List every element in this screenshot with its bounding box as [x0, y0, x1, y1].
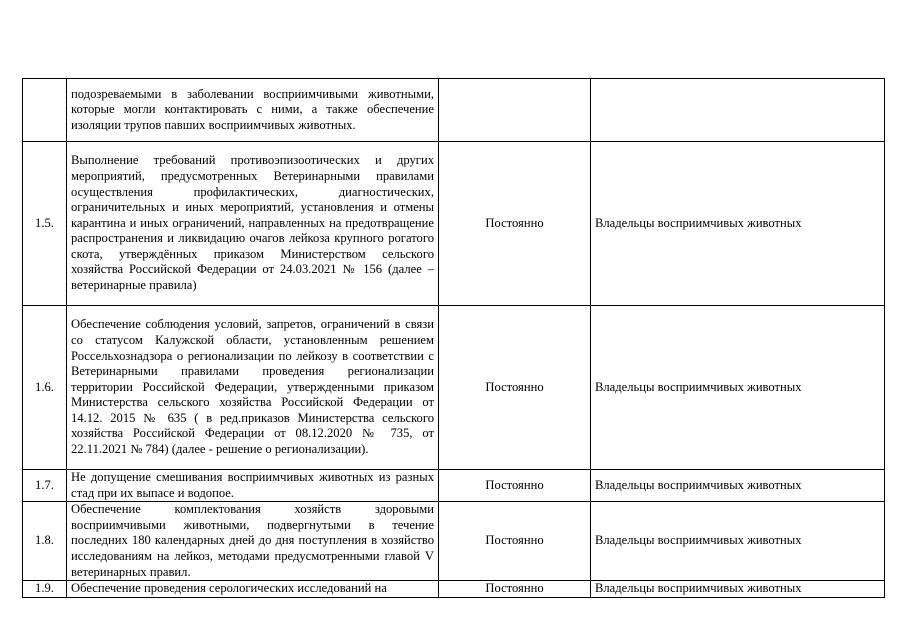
table-row	[23, 142, 885, 306]
responsible-cell: Владельцы восприимчивых животных	[591, 502, 885, 581]
responsible-cell	[591, 79, 885, 142]
row-number: 1.6.	[23, 306, 67, 470]
measure-text: Обеспечение проведения серологических исследований на	[67, 581, 439, 598]
term-cell: Постоянно	[439, 306, 591, 470]
term-cell: Постоянно	[439, 470, 591, 502]
measure-text: Не допущение смешивания восприимчивых животных из разных стад при их выпасе и водопое.	[67, 470, 439, 502]
term-cell	[439, 79, 591, 142]
table-row	[23, 306, 885, 470]
table-row	[23, 502, 885, 581]
term-cell: Постоянно	[439, 142, 591, 306]
measure-text: Обеспечение комплектования хозяйств здоровыми восприимчивыми животными, подвергнутыми в течение последних 180 календарных дней до дня поступления в хозяйство исследованиям на лейкоз, методами предусмотренными главой V ветеринарных правил.	[67, 502, 439, 581]
term-cell: Постоянно	[439, 581, 591, 598]
responsible-cell: Владельцы восприимчивых животных	[591, 581, 885, 598]
row-number	[23, 79, 67, 142]
measures-table	[22, 78, 885, 598]
row-number: 1.5.	[23, 142, 67, 306]
table-row	[23, 581, 885, 598]
term-cell: Постоянно	[439, 502, 591, 581]
row-number: 1.8.	[23, 502, 67, 581]
responsible-cell: Владельцы восприимчивых животных	[591, 470, 885, 502]
measure-text: Обеспечение соблюдения условий, запретов, ограничений в связи со статусом Калужской области, установленным решением Россельхознадзора о регионализации по лейкозу в соответствии с Ветеринарными правилами проведения регионализации территории Российской Федерации, утвержденными приказом Министерства сельского хозяйства Российской Федерации от 14.12. 2015 № 635 ( в ред.приказов Министерства сельского хозяйства Российской Федерации от 08.12.2020 № 735, от 22.11.2021 № 784) (далее - решение о регионализации).	[67, 306, 439, 470]
measure-text: Выполнение требований противоэпизоотических и других мероприятий, предусмотренных Ветеринарными правилами осуществления профилактических, диагностических, ограничительных и иных мероприятий, установления и отмены карантина и иных ограничений, направленных на предотвращение распространения и ликвидацию очагов лейкоза крупного рогатого скота, утверждённых приказом Министерством сельского хозяйства Российской Федерации от 24.03.2021 № 156 (далее – ветеринарные правила)	[67, 142, 439, 306]
measure-text: подозреваемыми в заболевании восприимчивыми животными, которые могли контактировать с ними, а также обеспечение изоляции трупов павших восприимчивых животных.	[67, 79, 439, 142]
table-row	[23, 79, 885, 142]
row-number: 1.7.	[23, 470, 67, 502]
responsible-cell: Владельцы восприимчивых животных	[591, 142, 885, 306]
responsible-cell: Владельцы восприимчивых животных	[591, 306, 885, 470]
row-number: 1.9.	[23, 581, 67, 598]
table-row	[23, 470, 885, 502]
